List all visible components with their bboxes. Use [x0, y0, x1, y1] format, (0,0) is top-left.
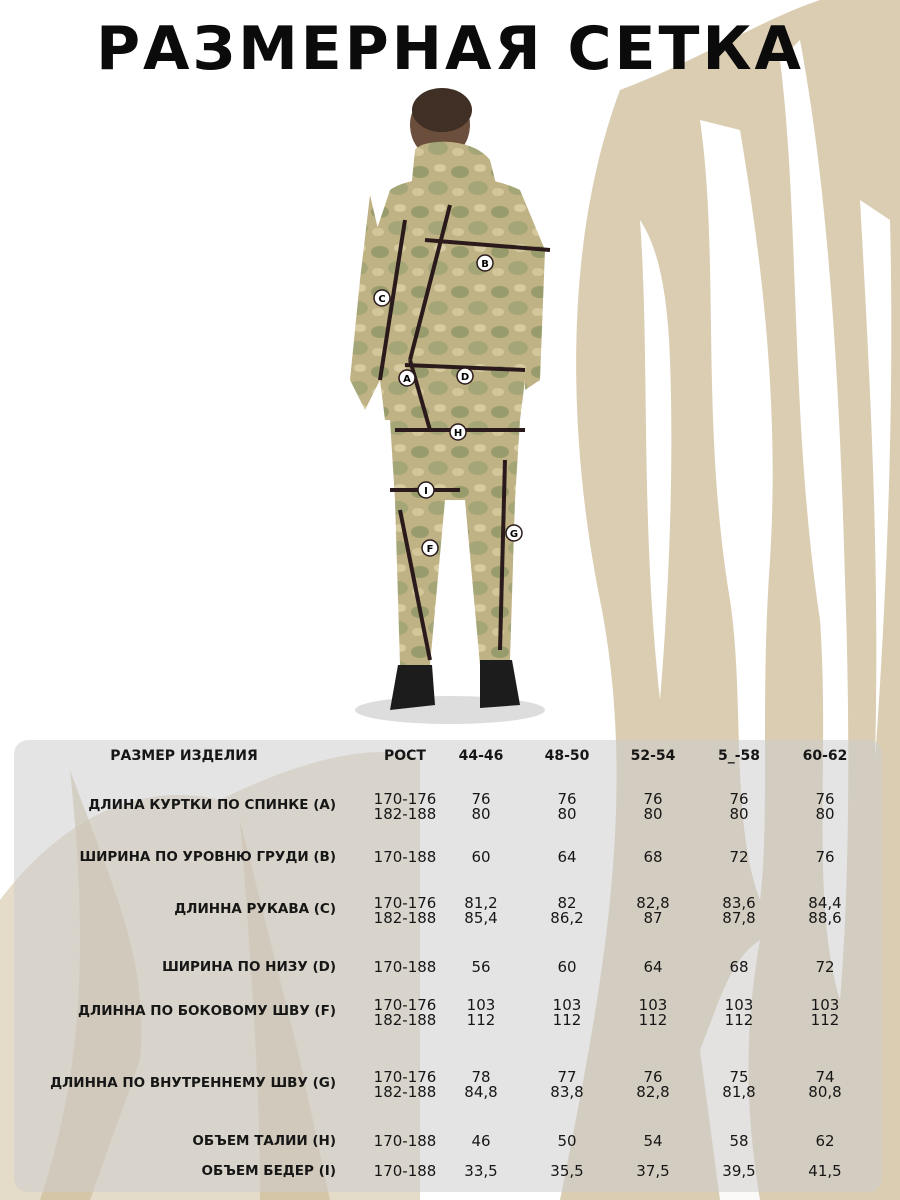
row-label: ШИРИНА ПО УРОВНЮ ГРУДИ (В)	[79, 849, 336, 865]
row-value: 75 81,8	[722, 1068, 756, 1101]
marker-b: B	[481, 259, 489, 270]
row-value: 33,5	[464, 1162, 498, 1180]
marker-a: A	[403, 374, 411, 385]
model-figure-illustration	[330, 80, 580, 730]
row-value: 77 83,8	[550, 1068, 584, 1101]
row-height-range: 170-176 182-188	[373, 996, 437, 1029]
header-size-label: РАЗМЕР ИЗДЕЛИЯ	[110, 748, 258, 764]
row-value: 81,2 85,4	[464, 894, 498, 927]
row-value: 68	[729, 958, 749, 976]
marker-h: H	[453, 428, 463, 439]
row-value: 35,5	[550, 1162, 584, 1180]
row-value: 103 112	[552, 996, 582, 1029]
size-table	[14, 740, 882, 1192]
marker-i: I	[424, 486, 428, 497]
row-height-range: 170-176 182-188	[373, 1068, 437, 1101]
marker-c: C	[378, 294, 386, 305]
row-label: ШИРИНА ПО НИЗУ (D)	[162, 959, 336, 975]
row-value: 62	[815, 1132, 835, 1150]
row-value: 76 80	[815, 790, 835, 823]
row-value: 60	[471, 848, 491, 866]
header-size-3: 52-54	[630, 748, 676, 764]
row-value: 82,8 87	[636, 894, 670, 927]
row-value: 39,5	[722, 1162, 756, 1180]
row-value: 58	[729, 1132, 749, 1150]
row-label: ОБЪЕМ БЕДЕР (I)	[201, 1163, 336, 1179]
row-height-range: 170-188	[373, 1162, 437, 1180]
row-height-range: 170-188	[373, 1132, 437, 1150]
row-value: 103 112	[466, 996, 496, 1029]
row-value: 76 82,8	[636, 1068, 670, 1101]
row-height-range: 170-176 182-188	[373, 894, 437, 927]
row-value: 82 86,2	[550, 894, 584, 927]
row-value: 84,4 88,6	[808, 894, 842, 927]
marker-g: G	[509, 529, 519, 540]
row-value: 103 112	[810, 996, 840, 1029]
row-value: 64	[557, 848, 577, 866]
page-title: РАЗМЕРНАЯ СЕТКА	[96, 14, 804, 84]
row-value: 76 80	[729, 790, 749, 823]
row-value: 76 80	[557, 790, 577, 823]
row-value: 46	[471, 1132, 491, 1150]
header-size-5: 60-62	[802, 748, 848, 764]
row-value: 64	[643, 958, 663, 976]
row-value: 37,5	[636, 1162, 670, 1180]
row-label: ОБЪЕМ ТАЛИИ (Н)	[192, 1133, 336, 1149]
row-value: 72	[729, 848, 749, 866]
row-label: ДЛИННА ПО ВНУТРЕННЕМУ ШВУ (G)	[50, 1075, 336, 1091]
row-value: 76	[815, 848, 835, 866]
row-value: 56	[471, 958, 491, 976]
header-size-1: 44-46	[458, 748, 504, 764]
row-value: 76 80	[643, 790, 663, 823]
header-size-2: 48-50	[544, 748, 590, 764]
row-value: 103 112	[724, 996, 754, 1029]
row-value: 68	[643, 848, 663, 866]
row-height-range: 170-188	[373, 958, 437, 976]
row-value: 54	[643, 1132, 663, 1150]
header-size-4: 5_-58	[717, 748, 761, 764]
row-label: ДЛИНА КУРТКИ ПО СПИНКЕ (А)	[88, 797, 336, 813]
row-value: 50	[557, 1132, 577, 1150]
row-label: ДЛИННА ПО БОКОВОМУ ШВУ (F)	[78, 1003, 336, 1019]
row-label: ДЛИННА РУКАВА (С)	[174, 901, 336, 917]
row-height-range: 170-188	[373, 848, 437, 866]
row-height-range: 170-176 182-188	[373, 790, 437, 823]
row-value: 78 84,8	[464, 1068, 498, 1101]
row-value: 103 112	[638, 996, 668, 1029]
row-value: 41,5	[808, 1162, 842, 1180]
row-value: 74 80,8	[808, 1068, 842, 1101]
row-value: 76 80	[471, 790, 491, 823]
marker-f: F	[426, 544, 434, 555]
marker-d: D	[460, 372, 470, 383]
row-value: 60	[557, 958, 577, 976]
header-height: РОСТ	[384, 748, 426, 764]
row-value: 72	[815, 958, 835, 976]
row-value: 83,6 87,8	[722, 894, 756, 927]
